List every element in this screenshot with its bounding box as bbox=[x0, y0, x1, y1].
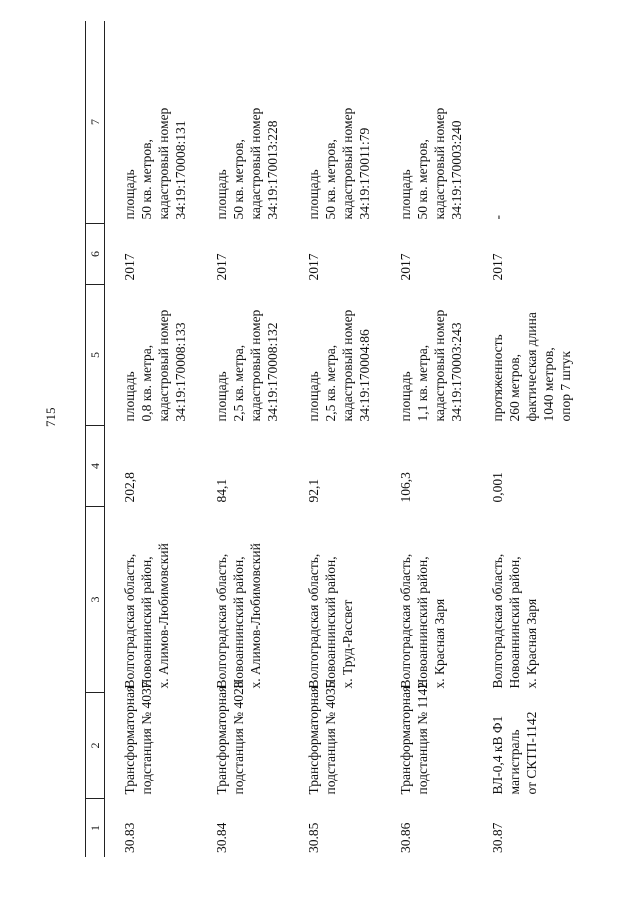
address-cell-line: Волгоградская область, bbox=[398, 553, 413, 689]
table-row bbox=[289, 21, 381, 857]
land-plot-cell-line: площадь bbox=[306, 169, 321, 220]
table-row bbox=[381, 21, 473, 857]
row-number-cell: 30.86 bbox=[398, 822, 413, 853]
parameters-cell-line: 1,1 кв. метра, bbox=[415, 344, 430, 422]
address-cell-line: Новоаннинский район, bbox=[139, 556, 154, 689]
value-cell: 92,1 bbox=[306, 478, 321, 503]
parameters-cell-line: опор 7 штук bbox=[558, 351, 573, 422]
parameters-cell-line: кадастровый номер bbox=[156, 309, 171, 422]
row-number-cell: 30.83 bbox=[122, 822, 137, 853]
value-cell: 202,8 bbox=[122, 472, 137, 503]
parameters-cell-line: кадастровый номер bbox=[248, 309, 263, 422]
table-row bbox=[197, 21, 289, 857]
parameters-cell bbox=[105, 285, 198, 426]
land-plot-cell-line: площадь bbox=[214, 169, 229, 220]
land-plot-cell-line: 50 кв. метров, bbox=[231, 139, 246, 220]
land-plot-cell-line: - bbox=[490, 215, 505, 220]
parameters-cell-line: площадь bbox=[306, 371, 321, 422]
property-table bbox=[85, 21, 582, 857]
parameters-cell-line: 1040 метров, bbox=[541, 347, 556, 422]
address-cell-line: Новоаннинский район, bbox=[507, 556, 522, 689]
row-number-cell: 30.84 bbox=[214, 822, 229, 853]
address-cell bbox=[381, 507, 473, 693]
page-number: 715 bbox=[43, 407, 58, 427]
address-cell-line: Волгоградская область, bbox=[122, 553, 137, 689]
header-col-2: 2 bbox=[86, 693, 105, 799]
address-cell bbox=[197, 507, 289, 693]
year-cell: 2017 bbox=[398, 253, 413, 281]
parameters-cell-line: протяженность bbox=[490, 334, 505, 422]
land-plot-cell-line: кадастровый номер bbox=[156, 107, 171, 220]
land-plot-cell bbox=[289, 21, 381, 224]
land-plot-cell-line: 50 кв. метров, bbox=[415, 139, 430, 220]
object-name-cell-line: Трансформаторная bbox=[306, 685, 321, 795]
parameters-cell-line: фактическая длина bbox=[524, 312, 539, 422]
object-name-cell-line: Трансформаторная bbox=[214, 685, 229, 795]
address-cell-line: Волгоградская область, bbox=[306, 553, 321, 689]
address-cell-line: Волгоградская область, bbox=[214, 553, 229, 689]
address-cell-line: Новоаннинский район, bbox=[231, 556, 246, 689]
address-cell-line: Новоаннинский район, bbox=[415, 556, 430, 689]
row-number-cell: 30.87 bbox=[490, 822, 505, 853]
address-cell bbox=[289, 507, 381, 693]
land-plot-cell-line: 34:19:170013:228 bbox=[265, 120, 280, 220]
land-plot-cell-line: кадастровый номер bbox=[432, 107, 447, 220]
object-name-cell-line: Трансформаторная bbox=[398, 685, 413, 795]
table-header-row bbox=[86, 21, 105, 857]
land-plot-cell-line: 34:19:170003:240 bbox=[449, 120, 464, 220]
land-plot-cell bbox=[105, 21, 198, 224]
object-name-cell-line: подстанция № 4028 bbox=[231, 681, 246, 795]
parameters-cell-line: 34:19:170003:243 bbox=[449, 322, 464, 422]
parameters-cell bbox=[381, 285, 473, 426]
object-name-cell bbox=[105, 681, 198, 799]
year-cell: 2017 bbox=[122, 253, 137, 281]
object-name-cell bbox=[289, 681, 381, 799]
header-col-3: 3 bbox=[86, 507, 105, 693]
address-cell-line: Новоаннинский район, bbox=[323, 556, 338, 689]
object-name-cell bbox=[381, 681, 473, 799]
parameters-cell-line: кадастровый номер bbox=[432, 309, 447, 422]
value-cell: 106,3 bbox=[398, 472, 413, 503]
address-cell-line: х. Красная Заря bbox=[432, 598, 447, 689]
header-col-7: 7 bbox=[86, 21, 105, 224]
address-cell bbox=[473, 507, 582, 693]
address-cell-line: х. Труд-Рассвет bbox=[340, 599, 355, 689]
parameters-cell-line: площадь bbox=[398, 371, 413, 422]
year-cell: 2017 bbox=[306, 253, 321, 281]
property-table-wrapper bbox=[85, 27, 573, 857]
table-row bbox=[105, 21, 198, 857]
header-col-1: 1 bbox=[86, 799, 105, 858]
object-name-cell-line: Трансформаторная bbox=[122, 685, 137, 795]
land-plot-cell bbox=[197, 21, 289, 224]
object-name-cell-line: ВЛ-0,4 кВ Ф1 bbox=[490, 715, 505, 795]
table-body bbox=[105, 21, 583, 857]
land-plot-cell bbox=[381, 21, 473, 224]
parameters-cell-line: 34:19:170004:86 bbox=[357, 329, 372, 422]
header-col-5: 5 bbox=[86, 285, 105, 426]
parameters-cell bbox=[289, 285, 381, 426]
address-cell-line: х. Алимов-Любимовский bbox=[156, 543, 171, 689]
address-cell bbox=[105, 507, 198, 693]
row-number-cell: 30.85 bbox=[306, 822, 321, 853]
object-name-cell-line: от СКТП-1142 bbox=[524, 711, 539, 795]
land-plot-cell-line: 50 кв. метров, bbox=[323, 139, 338, 220]
land-plot-cell-line: площадь bbox=[398, 169, 413, 220]
header-col-6: 6 bbox=[86, 224, 105, 285]
year-cell: 2017 bbox=[214, 253, 229, 281]
parameters-cell-line: площадь bbox=[122, 371, 137, 422]
parameters-cell-line: 34:19:170008:132 bbox=[265, 322, 280, 422]
land-plot-cell bbox=[473, 21, 582, 224]
parameters-cell-line: 260 метров, bbox=[507, 354, 522, 422]
parameters-cell-line: 2,5 кв. метра, bbox=[323, 344, 338, 422]
land-plot-cell-line: 50 кв. метров, bbox=[139, 139, 154, 220]
parameters-cell-line: кадастровый номер bbox=[340, 309, 355, 422]
object-name-cell-line: магистраль bbox=[507, 729, 522, 795]
object-name-cell-line: подстанция № 4035 bbox=[323, 681, 338, 795]
parameters-cell-line: площадь bbox=[214, 371, 229, 422]
value-cell: 84,1 bbox=[214, 478, 229, 503]
address-cell-line: х. Красная Заря bbox=[524, 598, 539, 689]
parameters-cell-line: 0,8 кв. метра, bbox=[139, 344, 154, 422]
object-name-cell bbox=[197, 681, 289, 799]
land-plot-cell-line: 34:19:170008:131 bbox=[173, 120, 188, 220]
land-plot-cell-line: кадастровый номер bbox=[340, 107, 355, 220]
table-row bbox=[473, 21, 582, 857]
land-plot-cell-line: 34:19:170011:79 bbox=[357, 127, 372, 220]
object-name-cell-line: подстанция № 1142 bbox=[415, 681, 430, 795]
land-plot-cell-line: кадастровый номер bbox=[248, 107, 263, 220]
object-name-cell bbox=[473, 693, 582, 799]
parameters-cell-line: 34:19:170008:133 bbox=[173, 322, 188, 422]
parameters-cell-line: 2,5 кв. метра, bbox=[231, 344, 246, 422]
parameters-cell bbox=[197, 285, 289, 426]
header-col-4: 4 bbox=[86, 426, 105, 507]
address-cell-line: Волгоградская область, bbox=[490, 553, 505, 689]
year-cell: 2017 bbox=[490, 253, 505, 281]
parameters-cell bbox=[473, 285, 582, 426]
object-name-cell-line: подстанция № 4037 bbox=[139, 681, 154, 795]
land-plot-cell-line: площадь bbox=[122, 169, 137, 220]
value-cell: 0,001 bbox=[490, 472, 505, 503]
address-cell-line: х. Алимов-Любимовский bbox=[248, 543, 263, 689]
